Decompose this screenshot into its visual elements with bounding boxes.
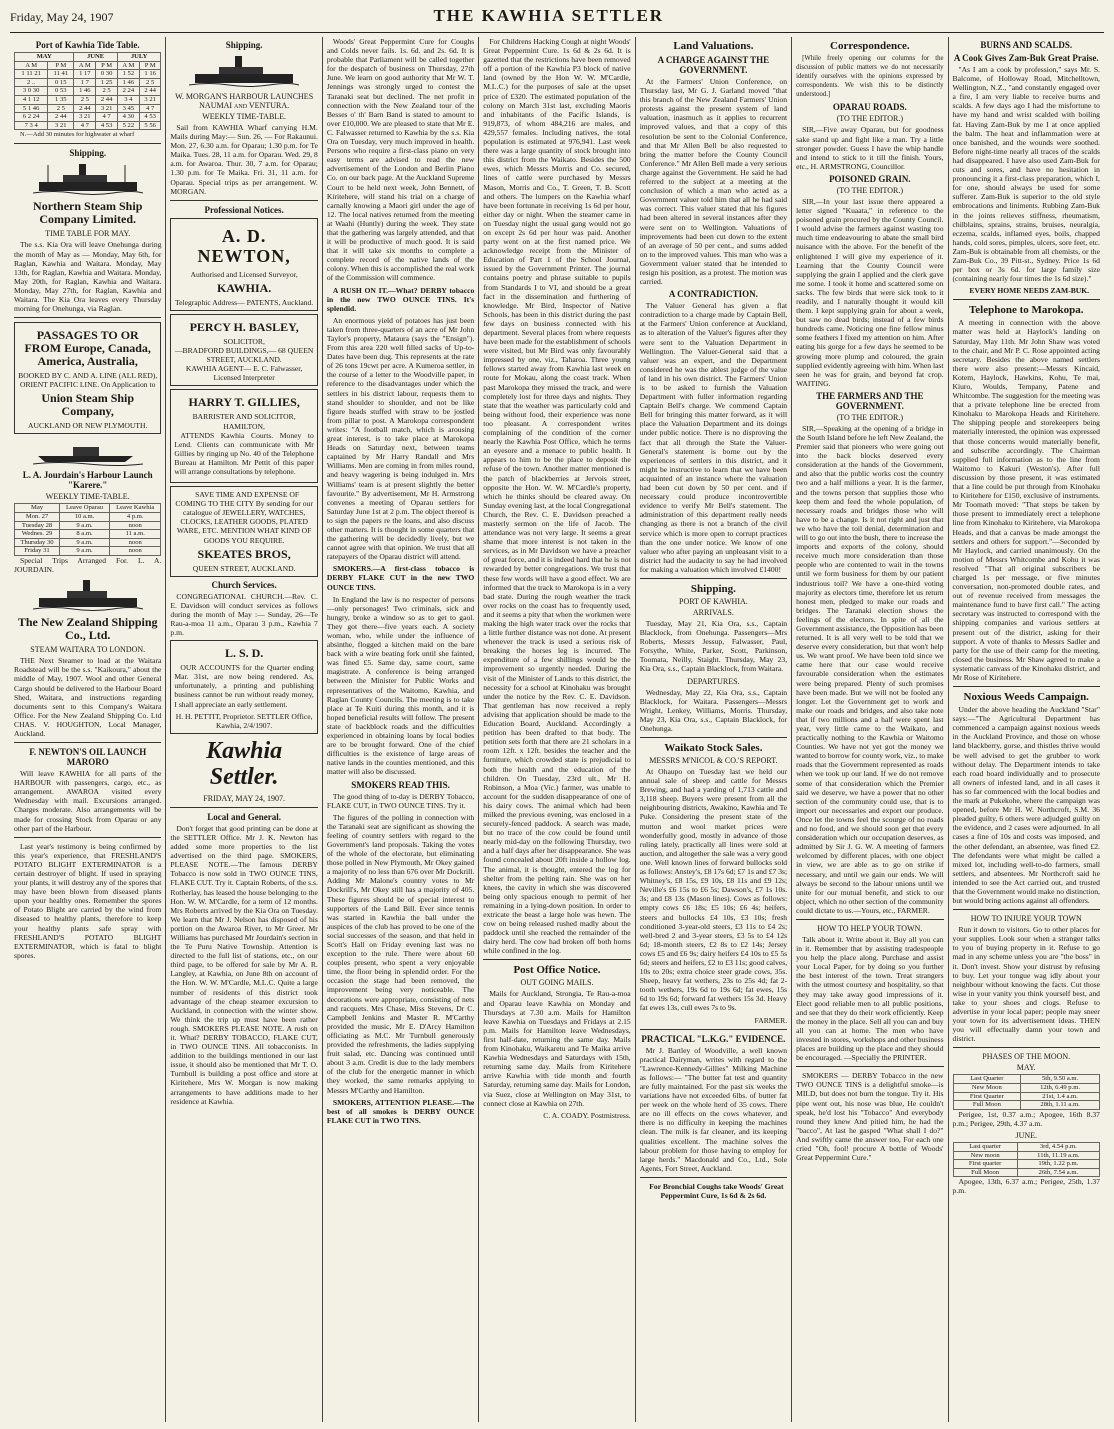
correspondence-heading: Correspondence.: [830, 40, 910, 52]
table-cell: 11 41: [48, 70, 74, 79]
contradiction-heading: A CONTRADICTION.: [668, 289, 758, 300]
table-cell: 3 0 30: [15, 87, 48, 96]
newton-name: A. D. NEWTON,: [197, 225, 291, 266]
shipping-subtitle: PORT OF KAWHIA.: [679, 596, 748, 606]
divider: [953, 686, 1100, 687]
table-cell: 11 a.m.: [110, 530, 161, 539]
correspondence-note: [While freely opening our columns for the discussion of public matters we do not necessarily identify ourselves with the opinions expressed by correspondents. We wish this to be distinctly understood.]: [796, 55, 944, 99]
table-cell: 4 7: [139, 104, 161, 113]
table-cell: 2 44: [74, 104, 96, 113]
table-cell: 28th, 1.11 a.m.: [1021, 1101, 1100, 1110]
table-cell: 0 30: [96, 70, 117, 79]
table-cell: 1 7: [74, 78, 96, 87]
article-text: In England the law is no respecter of persons—only personages! Two criminals, sick and hungry, broke a window so as to get to gaol. They got there—five years each. A society woman, who, while under the influence of absinthe, flogged a kitchen maid on the bare back with a wire beating fork until she fainted, was fined £5. Same day, same court, same magistrate. A conference is being arranged between the Minister for Public Works and representatives of the Waitomo, Kawhia, and Raglan County Councils. The meeting is to take place at Te Kuiti during this month, and it is hoped beneficial results will follow. The present state of backblock roads and the difficulties experienced in obtaining loans by local bodies are to be brought forward. One of the chief difficulties is the existence of large areas of native lands in the counties mentioned, and this matter will also be discussed.: [326, 594, 475, 777]
column-4: [479, 37, 635, 1422]
moon-row: [953, 1075, 1099, 1084]
passages-text: BOOKED BY C. AND A. LINE (ALL RED), ORIENT PACIFIC LINE. On Application to: [18, 371, 158, 390]
table-cell: New Moon: [953, 1083, 1021, 1092]
table-cell: 2 44: [48, 113, 74, 122]
cough-cure-ad: For Bronchial Coughs take Woods' Great Peppermint Cure, 1s 6d & 2s 6d.: [649, 1181, 784, 1201]
table-cell: 2 5: [139, 78, 161, 87]
divider: [14, 837, 161, 838]
nssc-text: The s.s. Kia Ora will leave Onehunga during the month of May as — Monday, May 6th, for Raglan, Kawhia and Waitara. Monday, May 13th, for Raglan, Kawhia and Waitara. Monday, May 20th, for Raglan, Kawhia and Waitara. Monday, May 27th, for Raglan, Kawhia and Waitara. The Kia Ora leaves every Thursday morning for Onehunga, via Raglan.: [14, 240, 162, 314]
table-cell: 26th, 7.54 a.m.: [1017, 1168, 1099, 1177]
departures-text: Wednesday, May 22, Kia Ora, s.s., Captain Blacklock, for Waitara. Passengers—Messrs Wright, Lenkey, Williams, Morris. Thursday, May 23, Kia Ora, s.s., Captain Blacklock, for Onehunga.: [639, 687, 788, 733]
basley-title: SOLICITOR,: [223, 336, 265, 346]
masthead: [10, 6, 1104, 33]
stock-sales-text: At Ohaupo on Tuesday last we held our annual sale of sheep and cattle for Messrs Brewing, and had a yarding of 1,713 cattle and 3,118 sheep. Buyers were present from all the neighbouring districts, Awakino, Kawhia and Te Puke. Considering the present state of the mutton and wool market prices were wonderfully good, mostly in advance of those ruling lately, practically all lines were sold at auction, and altogether the sale was a very good one. Well known lines of forward bullocks sold as follows: Anstey's, £8 17s 6d; £7 1s and £7 3s; Whitney's, £8 15s, £9 10s, £8 11s and £9 12s; Neville's £6 15s to £6 5s; Dawson's, £7 1s 10s. 3s; and £8 13s (Mason lines). Cows as follows: empty cows £6 18s; £5 10s; £6 4s; heifers, steers and bullocks £4 10s, £3 10s; fresh conditioned 3-year-old steers, £3 11s to £4 2s; well-bred 2 and 3-year steers, £3 5s to £4 12s 6d; 18-month steers, £2 8s to £2 14s; Jersey cows £5 and £6 9s; dairy heifers £4 10s to £5 5s 6d; steers and heifers, £2 to £3 11s; good calves, 10s to 20s; extra choice steer grade cows, 35s. Sheep, heavy fat wethers, 23s to 25s 4d; fat 2-tooth wethers, 19s 6d to 19s 6d; fat ewes, 15s 6d to 19s 6d; forward fat wethers 15s 3d. Heavy fat ewes 13s, cull ewes 7s to 9s.: [639, 767, 788, 1013]
nzsc-name: The New Zealand Shipping Co., Ltd.: [17, 615, 158, 643]
moon-may-note: Perigee, 1st, 0.37 a.m.; Apogee, 16th 8.37 p.m.; Perigee, 29th, 4.37 a.m.: [952, 1109, 1100, 1128]
column-2: [166, 37, 322, 1422]
steamship-icon: [33, 578, 143, 612]
table-cell: 21st, 1.4 a.m.: [1021, 1092, 1100, 1101]
timetable-row: [15, 538, 161, 547]
table-cell: Friday 31: [15, 547, 60, 556]
tide-header-july: JULY: [117, 53, 161, 62]
moon-row: [953, 1142, 1099, 1151]
arrivals-heading: ARRIVALS.: [692, 607, 734, 617]
skeates-ad: [170, 486, 317, 577]
table-cell: 4 7: [96, 113, 117, 122]
smokers-text: The good thing of to-day is DERBY Tobacco, FLAKE CUT, in TWO OUNCE TINS. Try it.: [326, 791, 475, 810]
jourdain-note: Special Trips Arranged For. L. A. JOURDAIN.: [14, 556, 162, 575]
table-cell: Full Moon: [953, 1168, 1017, 1177]
gillies-text: ATTENDS Kawhia Courts. Money to Lend. Clients can communicate with Mr Gillies by ringing up No. 40 of the Telephone Bureau at Hamilton. Mr Pettit of this paper will arrange consultations by telephone.: [174, 430, 314, 476]
burns-subtitle: A Cook Gives Zam-Buk Great Praise.: [953, 53, 1099, 63]
table-cell: 1 35: [48, 95, 74, 104]
timetable-row: [15, 521, 161, 530]
table-cell: 2 ..: [15, 78, 48, 87]
table-cell: 5th, 9.50 a.m.: [1021, 1075, 1100, 1084]
skeates-name: SKEATES BROS,: [197, 546, 291, 561]
morgan-subtitle: WEEKLY TIME-TABLE.: [202, 112, 287, 121]
table-cell: 2 44: [139, 87, 161, 96]
shipping-heading: Shipping.: [69, 148, 107, 159]
telephone-heading: Telephone to Marokopa.: [968, 304, 1084, 317]
local-general-text: Don't forget that good printing can be done at the SETTLER Office. Mr J. K. Newton has added some more properties to the list advertised on the third page. SMOKERS, PLEASE NOTE.—The famous DERBY Tobacco is now sold in TWO OUNCE TINS, FLAKE CUT. Try it. Captain Roberts, of the s.s. Rotherlay, has leased the house belonging to the Hon. W. W. M'Cardle, for a term of 12 months. Mrs Roberts arrived by the Kia Ora on Tuesday. We learn that Mr J. Nelson has disposed of his portion on the Awaroa River, to Mr Greer. Mr Williams has purchased Mr Jourdain's section in the Te Puru Native Township. Attention is directed to the full list of stations, etc., on our third page, to be offered for sale by Mr A. R. Langley, at Kawhia, on June 8th on account of the Hon. W. W. M'Cardle, M.L.C. Quite a large number of residents of this district took advantage of the cheap steamer excursion to Auckland, in connection with the winter show. We think the trip up must have been rather rough. SMOKERS PLEASE NOTE. A rush on it. What? DERBY TOBACCO, FLAKE CUT, in TWO OUNCE TINS. All tobacconists. In addition to the buildings mentioned in our last issue, it should also be mentioned that Mr T. O. Turnbull is building a post office and store at Kiritehere, Mrs W. Morgan is now making arrangements to have additions made to her residence at Kawhia.: [170, 823, 318, 1106]
issue-date: Friday, May 24, 1907: [10, 10, 114, 24]
timetable-row: [15, 513, 161, 522]
newton-card: [170, 218, 317, 311]
tide-row: [15, 121, 161, 130]
table-cell: 2 24: [117, 87, 139, 96]
burns-text: "As I am a cook by profession," says Mr. S. Balcome, of Holloway Road, Mitchelltown, Wellington, N.Z., "and constantly engaged over a fire, I am very liable to receive burns and scalds. A few days ago I had the misfortune to have my hand and wrist scalded with boiling fat. Having Zam-Buk by me I at once applied the balm. The heat and inflammation were at once banished, and the wounds were soothed. Before night-time nearly all traces of the scalds had disappeared. I have also used Zam-Buk for cuts and sores, and have no hesitation in pronouncing it a first-class preparation, which I, for one, should always be used for some sufferer. Zam-Buk is superior to the old style embrocations and liniments. Rubbing Zam-Buk in the joints relieves stiffness, rheumatism, chilblains, sprains, strains, bruises, neuralgia, eczema, scalds, inflamed eyes, boils, chapped hands, cold sores, pimples, ulcers, sore feet, etc. Zam-Buk is obtainable from all chemists, or the Zam-Buk Co., 39 Pitt-st., Sydney. Price 1s 6d per box or 3s 6d. for large family size (containing nearly four times the 1s 6d size).": [952, 65, 1100, 284]
table-cell: 3 4: [117, 95, 139, 104]
signature: FARMER.: [754, 1015, 788, 1025]
table-cell: 1 52: [117, 70, 139, 79]
injure-town-heading: HOW TO INJURE YOUR TOWN: [970, 914, 1082, 924]
burns-heading: BURNS AND SCALDS.: [980, 40, 1073, 50]
table-cell: 1 16: [139, 70, 161, 79]
table-cell: 4 53: [139, 113, 161, 122]
table-cell: 1 11 21: [15, 70, 48, 79]
article-text: The figures of the polling in connection with the Taranaki seat are significant as showing the feeling of country settlers with regard to the Government's land proposals. Taking the votes of the whole of the electorate, but eliminating those polled in New Plymouth, Mr Okey gained a majority of no less than 676 over Mr Dockrill. Adding Mr Malone's country votes to Mr Dockrill's, Mr Okey still has a majority of 405. These figures should be of special interest to supporters of the Land Bill. Ever since tennis was started in Kawhia the ball under the auspices of the club has proved to be one of the social successes of the season, and that held in Scott's Hall on Friday evening last was no exception to the rule. There were about 60 couples present, who spent a very enjoyable time, the floor being in splendid order. For the occasion the stage had been removed, the improvement being very noticeable. The decorations were appropriate, consisting of nets and racquets. Mrs Chase, Miss Stevens, Dr C. Campbell Jenkins and Master R. M'Carthy provided the music, Mr E. D'Arcy Hamilton officiating as M.C. Mr Turnbull generously provided the refreshments, the ladies supplying fruit salad, etc. Dancing was continued until about 3 a.m. Credit is due to the lady members of the club for the energetic manner in which they worked, the same remarks applying to Messrs M'Carthy and Hamilton.: [326, 812, 475, 1095]
table-cell: 3 21: [48, 121, 74, 130]
moon-may-table: [953, 1074, 1100, 1109]
lsd-heading: L. S. D.: [224, 646, 264, 661]
oparau-roads-text: SIR,—Five away Oparau, but for goodness sake stand up and fight like a man. Try a little stronger powder. Guess I have the whip handle and intend to stick to it till the finish. Yours, etc., H. ARMSTRONG, Councillor.: [796, 125, 944, 171]
arrivals-text: Tuesday, May 21, Kia Ora, s.s., Captain Blacklock, from Onehunga. Passengers—Mrs Roberts, Messrs Jessup, Falwasser, Paul, Forsythe, White, Parker, Scott, Parkinson, Toomata, Neilly, Staight. Thursday, May 23, Kia Ora, s.s., Captain Blacklock, from Waitara.: [639, 618, 788, 674]
tide-sub: A M: [74, 61, 96, 70]
nzsc-text: THE Next Steamer to load at the Waitara Roadstead will be the s.s. "Kaikoura," about the middle of May, 1907. Wool and other General Cargo should be delivered to the Harbour Board Shed, Waitara, and instructions regarding documents sent to this Company's Waitara Office. For the New Zealand Shipping Co. Ltd CHAS. V. HOUGHTON, Local Manager, Auckland.: [14, 656, 162, 738]
table-cell: 5 22: [117, 121, 139, 130]
table-cell: 9 a.m.: [60, 547, 110, 556]
steamship-icon: [33, 162, 143, 196]
moon-may-heading: MAY.: [1016, 1063, 1036, 1073]
morgan-heading: W. MORGAN'S HARBOUR LAUNCHES NAUMAI and VENTURA.: [175, 92, 314, 110]
table-cell: May: [15, 504, 60, 513]
basley-address: —BRADFORD BUILDINGS,— 68 QUEEN STREET, AUCKLAND.: [174, 346, 314, 365]
gillies-title: BARRISTER AND SOLICITOR, HAMILTON,: [192, 412, 296, 431]
table-cell: New moon: [953, 1151, 1017, 1160]
divider: [170, 200, 317, 201]
moon-row: [953, 1101, 1099, 1110]
moon-phases-heading: PHASES OF THE MOON.: [982, 1052, 1071, 1062]
table-cell: 11th, 11.19 a.m.: [1017, 1151, 1099, 1160]
potato-blight-ad: Last year's testimony is being confirmed by this year's experience, that FRESHLAND'S POTATO BLIGHT EXTERMINATOR is a certain destroyer of blight. If used in spraying your plants, it will destroy any of the spores that may have been blown from diseased plants upon your healthy ones. Remember the spores of Potato Blight are carried by the wind from diseased to healthy plants, therefore to keep your healthy plants safe spray with FRESHLAND'S POTATO BLIGHT EXTERMINATOR, which is fatal to blight spores.: [14, 841, 162, 960]
table-cell: 4 1 12: [15, 95, 48, 104]
table-cell: Leave Kawhia: [110, 504, 161, 513]
derby-ad: SMOKERS — DERBY Tobacco in the new TWO OUNCE TINS is a delightful smoke—is MILD, but does not burn the tongue. Try it. His pipe went out, his nose was blue, He couldn't speak, he'd lost his "Tobacco" And everybody round they knew And pitied him, he had the "bacco", At last he gasped "What shall I do?" And swiftly came the answer too, For each one cried "Oh, fool! procure A bottle of Woods' Great Peppermint Cure.": [796, 1071, 944, 1163]
tide-sub: P M: [96, 61, 117, 70]
divider: [640, 1029, 787, 1030]
table-cell: Leave Oparau: [60, 504, 110, 513]
newton-address: Telegraphic Address— PATENTS, Auckland.: [175, 297, 314, 307]
table-cell: Thursday 30: [15, 538, 60, 547]
table-cell: 3 21: [139, 95, 161, 104]
table-cell: 19th, 1.22 p.m.: [1017, 1160, 1099, 1169]
table-cell: Tuesday 28: [15, 521, 60, 530]
tide-note: N.—Add 30 minutes for highwater at wharf: [20, 131, 135, 139]
divider: [640, 737, 787, 738]
steamship-icon: [189, 54, 299, 88]
farmers-government-heading: THE FARMERS AND THE GOVERNMENT.: [816, 390, 924, 411]
paper-nameplate-date: FRIDAY, MAY 24, 1907.: [203, 793, 285, 803]
table-cell: 10 a.m.: [60, 513, 110, 522]
table-cell: 4 7: [74, 121, 96, 130]
column-3: [323, 37, 479, 1422]
table-cell: 2 5: [74, 95, 96, 104]
passages-ad: [14, 322, 161, 434]
skeates-address: QUEEN STREET, AUCKLAND.: [192, 563, 296, 573]
divider: [953, 299, 1100, 300]
jourdain-timetable: [14, 503, 161, 556]
divider: [640, 1177, 787, 1178]
table-cell: 3 21: [74, 113, 96, 122]
divider: [14, 317, 161, 318]
post-office-heading: Post Office Notice.: [513, 964, 601, 977]
table-cell: First Quarter: [953, 1092, 1021, 1101]
departures-heading: DEPARTURES.: [687, 676, 740, 686]
divider: [796, 1066, 943, 1067]
post-office-text: Mails for Auckland, Strongia, Te Rau-a-moa and Oparau leave Kawhia on Monday and Thursdays at 7.30 a.m. Mails for Hamilton leave Kawhia on Tuesdays and Fridays at 2.15 p.m. Mails for Hamilton leave Wednesdays, first half-date, returning the same day. Mails from Kinohaku, Waikaretu and Te Maika arrive Kawhia Wednesdays and Saturdays with 15th, returning same day. Mails from Kiritehere arrive Kawhia with tide month and fourth Saturday, returning same day. Mails for London, via Suez, close at Wellington on May 31st, to connect close at Kawhia on 27th.: [483, 989, 631, 1108]
table-cell: 7 3 4: [15, 121, 48, 130]
table-cell: 3 21: [96, 104, 117, 113]
passages-heading: PASSAGES TO OR FROM Europe, Canada, America, Australia,: [24, 328, 151, 369]
jourdain-subtitle: WEEKLY TIME-TABLE.: [45, 492, 130, 502]
column-5: [636, 37, 792, 1422]
union-company-sub: AUCKLAND OR NEW PLYMOUTH.: [28, 421, 148, 431]
column-6: [792, 37, 948, 1422]
tide-sub: P M: [48, 61, 74, 70]
derby-ad: A RUSH ON IT.—What? DERBY tobacco in the new TWO OUNCE TINS. It's splendid.: [326, 285, 475, 313]
tide-table: [14, 52, 161, 130]
poisoned-grain-heading: POISONED GRAIN.: [829, 173, 911, 184]
newton-launch-text: Will leave KAWHIA for all parts of the HARBOUR with passengers, cargo, etc., as arrangement. AWAROA visited every Wednesday with mail. Excursions arranged. Charges moderate. Also arrangements will be made for crossing Stock from Oparau or any other part of the Harbour.: [14, 769, 162, 833]
tide-header-may: MAY: [15, 53, 74, 62]
post-office-signature: C. A. COADY. Postmistress.: [543, 1110, 631, 1120]
contradiction-text: The Valuer General has given a flat contradiction to a charge made by Captain Bell, at the Farmers' Union conference at Auckland, as to alteration of the Valuer's figures after they were sent to the Valuation Department in Wellington. The Valuer-General said that a valuer was an expert, and the Department considered he was the ablest judge of the value of land in his own district. The Farmers' Union is to be asked to furnish the Valuation Department with fuller information regarding Captain Bell's charge. We commend Captain Bell for bringing this matter forward, as it will place the Valuation Department and its doings under public notice. There is no disproving the fact that all through the State the Valuer-General's statement is borne out by the experiences of settlers in this district, and it might be instructive to learn that we have been acquainted of an instance where the valuation had been cut down by 50 per cent. and if necessary could produce incontrovertible evidence to verify Mr Bell's statement. The administration of this department really needs changing as there is not a branch of the civil service which is more open to corrupt practices than the one under notice. We know of one valuer who after paying an unpleasant visit to a district had the audacity to say he had involved for making a valuation which involved £1400!: [639, 301, 788, 574]
land-valuations-subtitle: A CHARGE AGAINST THE GOVERNMENT.: [657, 55, 770, 75]
article-text: For Childrens Hacking Cough at night Woods' Great Peppermint Cure. 1s 6d & 2s 6d. It is gazetted that the restrictions have been removed off a portion of the Kawhia P3 block of native land (owned by the Hon W. W. M'Cardle, M.L.C.) for the purposes of sale at the upset price of £320. The estimated population of the colony on March 31st last, excluding Maoris and inhabitants of the Pacific Islands, is 919,873, of whom 484,216 are males, and 429,557 females. Including natives, the total population is estimated at 976,941. Last week there was a large quantity of stock brought into this district from the Waikato. Besides the 500 ewes, which Messrs Morris and Co. secured, lines of cattle were purchased by Messrs Mason, Morris and Co., T. Green, T. B. Scott and others. The lumpers on the Kawhia wharf have been fortunate in receiving 1s 6d per hour, either day or night. When the steamer came in on Tuesday night the usual gang would not go on except 2s 6d per hour was paid. Another party went on at the first named price. We acknowledge receipt from the Minister of Education of Part 1 of the School Journal, issued by the Government Printer. The journal contains poetry and phrase suitable to pupils from Standards I to VI, and should be a great fact in the dissemination and furthering of knowledge. Mr Bird, Inspector of Native Schools, has been in this district during the past few days on business connected with his department. Several places from where requests have been made for the establishment of schools were visited, but Mr Bird was only favourably impressed by one, viz., Taharoa. Three young fellows started away from Kawhia last week en route for Mokau, along the coast track. When past Marokopa they missed the track, and were completely lost for three days and nights. They state that the weather was particularly cold and being without food, their experience was none too pleasant. A correspondent writes complaining of the condition of the corner nearly the Kawhia Post Office, which he terms an eyesore and a menace to public health. It appears to him to be the place to deposit the refuse of the town. Another matter mentioned is the patch of blackberries at Jervois street, opposite the Hon. W. W. M'Cardle's property, which he thinks should be cleared away. On Sunday evening last, at the local Congregational Church, the Rev. C. E. Davidson preached a masterly sermon on the life of Jacob. The attendance was not very large. It seems a great shame that more interest is not taken in the services, as in Mr Davidson we have a preacher of great force, and it is indeed hard that he is not rewarded by better congregations. We trust that these few words will have a good effect. We are informed that the track to Marokopa is in a very bad state. During the rough weather the track over rocks on the coast has to frequently used, and it seems a pity that when the workmen were making the high water track over the rocks that a little further distance was not done. At present whenever the track is used a serious risk of breaking the horses leg is incurred. The expenditure of a few shillings would be the improvement so urgently needed. During the visit of the Minister of Lands to this district, the necessity for a school at Kinohaku was brought under the notice by the Rev. C. E. Davidson. That gentleman has now received a reply advising that application should be made to the Education Board, Auckland. Accordingly a petition has been drafted to that body. The petition sets forth that there are 21 scholars in a room 12ft. x 12ft. besides the teacher and the furniture, which crowded state is prejudicial to both the health and the education of the children. On Tuesday, 23rd ult., Mr H. Robinson, a Moa (Vic.) farmer, was unable to account for the sudden disappearance of one of his dairy cows. The animal which had been milked the previous evening, was enclosed in a securely-fenced paddock. A search was made, but no trace of the cow could be found until nearly mid-day on the following Thursday, two and a half days after her disappearance. She was found concealed about 20ft inside a hollow log. The animal, it is thought, entered the log for shelter from the pelting rain. She was on her knees, the cavity in which she was discovered being only spacious enough to permit of her remaining in a lying-down position. In order to extricate the beast a large hole was hewn. The cow on being released rushed madly about the paddock until she reached the remainder of the dairy herd. The cow had broken off both horns while confined in the log.: [483, 37, 631, 956]
church-text: CONGREGATIONAL CHURCH.—Rev. C. E. Davidson will conduct services as follows during the month of May :— Sunday, 26—Te Rau-a-moa 11 a.m., Oparau 3 p.m., Kawhia 7 p.m.: [170, 591, 318, 638]
oparau-roads-heading: OPARAU ROADS.: [832, 102, 907, 113]
table-cell: noon: [110, 538, 161, 547]
divider: [953, 1047, 1100, 1048]
local-general-heading: Local and General.: [207, 811, 281, 822]
table-cell: 3rd, 4.54 p.m.: [1017, 1142, 1099, 1151]
noxious-weeds-heading: Noxious Weeds Campaign.: [963, 691, 1089, 704]
land-valuations-text: At the Farmers' Union Conference, on Thursday last, Mr G. J. Garland moved "that this branch of the New Zealand Farmers' Union protests against the present system of land valuation, inasmuch as it applies to recurrent improved values, and that a copy of this resolution be sent to the Colonial Conference, and that Mr Allen Bell be also requested to bring the matter before the County Council Conference." Mr Allen Bell made a very serious charge against the Government. He said he had referred to the subject at a meeting at the conclusion of which a man who acted as a Government valuer told him that all he had said was correct. This valuer stated that his figures had been altered in several instances after they were sent on to Wellington. Valuations of improvements had been cut down to the extent of an average of 50 per cent., and sums added on to the improved values. This man who was a Government valuer stated that he intended to resign his position, as a protest. The motion was carried.: [639, 77, 788, 287]
newton-title: Authorised and Licensed Surveyor,: [190, 269, 298, 279]
table-cell: 5 56: [139, 121, 161, 130]
paper-nameplate: Kawhia Settler.: [206, 737, 283, 790]
smokers-heading: SMOKERS READ THIS.: [351, 779, 450, 790]
table-cell: noon: [110, 521, 161, 530]
timetable-row: [15, 504, 161, 513]
tide-table-title: Port of Kawhia Tide Table.: [35, 40, 140, 50]
article-text: Woods' Great Peppermint Cure for Coughs and Colds never fails. 1s. 6d. and 2s. 6d. It is probable that Parliament will be called together for the despatch of business on Thursday, 27th June. We learn on good authority that Mr W. T. Jennings was strongly urged to contest the Taranaki seat but declined. The net profit in connection with the New Zealand tour of the Besses o' th' Barn Band is stated to amount to over £10,000. We are pleased to state that Mr E. C. Falwasser returned to Kawhia by the s.s. Kia Ora on Tuesday, very much improved in health. Persons who require a first-class piano on very easy terms are advised to read the new advertisement of the London and Berlin Piano Co. on our back page. At the Auckland Supreme Court to be held next week, John Bennett, of Kiritehere, will stand his trial on a charge of carnally knowing a Maori girl under the age of 12. The local natives returned from the meeting at Waahi (Huntly) during the week. They state that the gathering was largely attended, and that it will be productive of much good. It is said that it will take six months to complete a complete record of the native lands of the colony. When this is accomplished the real work of the Commission will commence.: [326, 37, 475, 283]
newton-place: KAWHIA.: [216, 280, 272, 295]
launch-icon: [33, 438, 143, 466]
tide-row: [15, 95, 161, 104]
gillies-card: [170, 389, 317, 483]
table-cell: 5 1 46: [15, 104, 48, 113]
table-cell: Last Quarter: [953, 1075, 1021, 1084]
to-editor-label: (TO THE EDITOR.): [836, 185, 904, 195]
table-cell: Last quarter: [953, 1142, 1017, 1151]
tide-row: [15, 70, 161, 79]
table-cell: Full Moon: [953, 1101, 1021, 1110]
table-cell: First quarter: [953, 1160, 1017, 1169]
church-heading: Church Services.: [211, 579, 277, 590]
tide-row: [15, 113, 161, 122]
moon-row: [953, 1092, 1099, 1101]
morgan-text: Sail from KAWHIA Wharf carrying H.M. Mails during May:— Sun. 26, — For Rakaunui. Mon. 27, 6.30 a.m. for Oparau; 1.30 p.m. for Te Maika. Tues. 28, 11 a.m. for Oparau. Wed. 29, 8 a.m. for Awaroa. Thur. 30, 7 a.m. for Oparau; 1.30 p.m. for Te Maika. Fri. 31, 11 a.m. for Oparau. Special trips as per arrangement. W. MORGAN.: [170, 123, 318, 196]
table-cell: 4 p.m.: [110, 513, 161, 522]
nssc-name: Northern Steam Ship Company Limited.: [33, 199, 143, 227]
moon-row: [953, 1160, 1099, 1169]
derby-ad: SMOKERS, ATTENTION PLEASE.—The best of all smokes is DERBY OUNCE FLAKE CUT in TWO TINS.: [326, 1097, 475, 1125]
tide-header-june: JUNE: [74, 53, 118, 62]
poisoned-grain-text: SIR,—In your last issue there appeared a letter signed "Kuaata," in reference to the poisoned grain procured by the County Council. I would advise the farmers against wasting too much time endeavouring to abate the small bird nuisance with the above. For the benefit of the enlightened I will give my experience of it. Learning that the County Council were supplying the grain I applied and the clerk gave me some. I took it home and scattered some on sacks. The few birds that were sick took to it readily, and I naturally thought it would kill them. I kept supplying grain for about a week, but saw no dead birds; instead of a few birds hundreds came. Noticing one fine fellow minus some feathers I fixed my attention on him. After eating his gorge for a few days he seemed to be growing more plump and coloured, the grain supplied evidently agreeing with him. When last seen he was for grain, and beyond fat crop. WAITING.: [796, 196, 944, 388]
table-cell: 12th, 6.49 p.m.: [1021, 1083, 1100, 1092]
table-cell: Mon. 27: [15, 513, 60, 522]
shipping-heading: Shipping.: [225, 40, 263, 50]
divider: [14, 742, 161, 743]
post-office-subtitle: OUT GOING MAILS.: [520, 978, 594, 988]
professional-heading: Professional Notices.: [204, 204, 284, 215]
moon-row: [953, 1083, 1099, 1092]
jourdain-heading: L. A. Jourdain's Harbour Launch "Karere.": [22, 470, 153, 491]
table-cell: 1 46: [74, 87, 96, 96]
tide-row: [15, 78, 161, 87]
column-1: [10, 37, 166, 1422]
table-cell: 6 2 24: [15, 113, 48, 122]
moon-june-heading: JUNE.: [1015, 1130, 1038, 1140]
table-cell: 9 a.m.: [60, 538, 110, 547]
divider: [953, 909, 1100, 910]
basley-agent: KAWHIA AGENT— E. C. Falwasser, Licensed Interpreter: [185, 364, 303, 383]
timetable-row: [15, 530, 161, 539]
to-editor-label: (TO THE EDITOR.): [836, 412, 904, 422]
table-cell: 1 25: [96, 78, 117, 87]
timetable-row: [15, 547, 161, 556]
help-town-heading: HOW TO HELP YOUR TOWN.: [817, 923, 923, 933]
table-cell: 2 44: [96, 95, 117, 104]
stock-sales-heading: Waikato Stock Sales.: [664, 742, 763, 754]
divider: [170, 807, 317, 808]
table-cell: 3 45: [117, 104, 139, 113]
tide-sub: A M: [117, 61, 139, 70]
column-7: [949, 37, 1104, 1422]
noxious-weeds-text: Under the above heading the Auckland "Star" says:—"The Agricultural Department has commenced a campaign against noxious weeds in the Auckland Province, and those on whose land blackberry, gorse, and thistles thrive would be well advised to get the grubber to work without delay. The Department intends to take each road board individually and to prosecute all owners of infested land, and in all cases it has so far commenced with the local bodies and the mark at Pukekohe, where the campaign was opened, before Mr H. W. Northcroft, S.M. 36 pleaded guilty, 6 others were adjudged guilty on the evidence, and 2 cases were adjourned. In all cases a fine of 10s and costs was imposed, and the other defendant, an absentee, was fined £2. The defendants were what might be called a mixed lot, including well-to-do farmers, small settlers, and absentees. Mr Northcroft said he intended to see the Act carried out, and trusted that the Government would make no distinction, but would bring actions against all offenders.: [952, 705, 1100, 906]
practical-evidence-heading: PRACTICAL "L.K.G." EVIDENCE.: [641, 1033, 786, 1044]
basley-card: [170, 314, 317, 386]
divider: [640, 578, 787, 579]
land-valuations-heading: Land Valuations.: [673, 40, 754, 52]
table-cell: noon: [110, 547, 161, 556]
article-text: An enormous yield of potatoes has just been taken from three-quarters of an acre of Mr John Taylor's property, Mataura (says the "Ensign"). From this area 220 well filled sacks of Up-to-Dates have been dug. This represents at the rate of 26 tons 19cwt per acre. A Kumeroa settler, in the course of a letter to the Woodville paper, in reference to the disadvantages under which the settlers in his district labour, requests them to stand shoulder to shoulder, and not be like figure heads stuffed with straw to be jostled from pillar to post. A Marokopa correspondent writes: "A football match, which is arousing great interest, is to take place at Marokopa Heads on Saturday next, between teams captained by Mr Harry Randall and Mrs Williams. Men are coming in from miles round, and heavy wagering is being indulged in. Mrs Williams' team is at present slightly the better favourite." By advertisement, Mr H. Armstrong convenes a meeting of Oparau settlers for Saturday June 1st at 2 p.m. The object thereof is to sign the papers re the loans, and also discuss other matters. It is thought in some quarters that the gathering will be decidedly lively, but we cannot agree with that opinion. We trust that all ratepayers of the Oparau district will attend.: [326, 315, 475, 562]
paper-masthead-title: THE KAWHIA SETTLER: [433, 6, 665, 25]
moon-row: [953, 1151, 1099, 1160]
gillies-name: HARRY T. GILLIES,: [188, 395, 300, 410]
help-town-text: Talk about it. Write about it. Buy all you can in it. Remember that by assisting tradespeople you help the place along. Purchase and assist your Local Paper, for by doing so you further the best interest of the town. Treat strangers with the utmost courtesy and hospitality, so that they may take away good impressions of it. Elect good reliable men to all public positions, and see that they do their work efficiently. Keep the money in the place. Sell all you can and buy all you can at home. The men who have invested in stores, workshops and other business places are building up the place and they should be encouraged. —Specially the PRINTER.: [796, 934, 944, 1063]
tide-sub: P M: [139, 61, 161, 70]
tide-row: [15, 87, 161, 96]
tide-sub: A M: [15, 61, 48, 70]
tide-row: [15, 104, 161, 113]
moon-row: [953, 1168, 1099, 1177]
lsd-text: OUR ACCOUNTS for the Quarter ending Mar. 31st, are now being rendered. As, unfortunately, a printing and publishing business cannot be run without ready money, I shall appreciate an early settlement.: [174, 663, 314, 709]
zam-buk-tagline: EVERY HOME NEEDS ZAM-BUK.: [969, 286, 1090, 296]
basley-name: PERCY H. BASLEY,: [189, 319, 299, 334]
table-cell: 8 a.m.: [60, 530, 110, 539]
table-cell: 2 5: [48, 104, 74, 113]
union-company-name: Union Steam Ship Company,: [41, 391, 135, 419]
nssc-subtitle: TIME TABLE FOR MAY.: [45, 229, 131, 239]
to-editor-label: (TO THE EDITOR.): [836, 114, 904, 124]
moon-june-note: Apogee, 13th, 6.37 a.m.; Perigee, 25th, 1.37 p.m.: [952, 1177, 1100, 1196]
stock-sales-subtitle: MESSRS M'NICOL & CO.'S REPORT.: [649, 756, 778, 765]
telephone-text: A meeting in connection with the above matter was held at Haylock's landing on Saturday, May 11th. Mr John Shaw was voted to the chair, and Mr P. C. Rose appointed acting secretary. Besides the above named settlers there were also present:—Messrs Kincaid, Kotem, Haylock, Hawkins, Kohu, Te mai, Kiuro, Woulds, Tempany, Patene and Whitcombe. The suggestion for the meeting was that a private telephone line be erected from Kinohaku to Marokopa Heads and Kiritehere. The shipping people and storekeepers being materially interested, the opinion was expressed that those concerns would materially benefit, and subscribe accordingly. The Chairman supplied full information as to the line from Waitomo to Kakuri (Weston's). After full discussion by those present, it was estimated that a line could be put through from Kinohaku to Kiritehere for £150, exclusive of instruments. Mr Toomath moved: "That steps be taken by those present to immediately erect a telephone line from Kinohaku to Kiritehere, via Marokopa Heads, and that a canvas be made amongst the settlers and others for support."—Seconded by Mr Haylock, and carried unanimously. On the motion of Messrs Whitcombe and Kohu it was resolved "That all original subscribers be charged 1s per message, or five minutes conversation, non-promoted double rates, and out of revenue received from messages the maintenance fund to have first call." The acting secretary was instructed to correspond with the shipping companies and various settlers at present out of the district, asking for their support. A vote of thanks to Messrs Sadler and party for the use of their camp for the meeting, closed the business. Mr Shaw agreed to make a systematic canvass of the Kinohaku district, and Mr Rose of Kiritehere.: [952, 318, 1100, 682]
practical-evidence-text: Mr J. Bartley of Woodville, a well known practical Dairyman, writes with regard to the "Lawrence-Kennedy-Gillies" Milking Machine as follows:— "The butter fat test and quantity are fully maintained. For the past six weeks the variations have not exceeded 6lbs. of butter fat per week on the whole herd of 35 cows. There are no ill effects on the cows whatever, and there is no difficulty in keeping the machines clean. The milk is far cleaner, and its keeping qualities excellent. The machine solves the labour problem for those having to employ for large herds." Macdonald and Co., Ltd., Sole Agents, Fort Street, Auckland.: [639, 1045, 788, 1173]
shipping-heading: Shipping.: [690, 582, 736, 595]
nzsc-subtitle: STEAM WAITARA TO LONDON.: [30, 645, 146, 655]
table-cell: 4 53: [96, 121, 117, 130]
table-cell: 2 5: [96, 87, 117, 96]
lsd-signature: H. H. PETTIT, Proprietor. SETTLER Office, Kawhia, 2/4/1907.: [175, 711, 313, 730]
table-cell: 0 15: [48, 78, 74, 87]
table-cell: 9 a.m.: [60, 521, 110, 530]
moon-june-table: [953, 1142, 1100, 1177]
table-cell: 4 30: [117, 113, 139, 122]
lsd-notice: [170, 640, 317, 734]
table-cell: 1 17: [74, 70, 96, 79]
newton-launch-heading: F. NEWTON'S OIL LAUNCH MARORO: [29, 747, 147, 768]
divider: [796, 919, 943, 920]
divider: [483, 959, 630, 960]
table-cell: Wednes. 29: [15, 530, 60, 539]
farmers-government-text: SIR,—Speaking at the opening of a bridge in the South Island before he left New Zealand, the Premier said that pioneers who were going out into the back blocks deserved every consideration at the hands of the Government, and also that the public works cost the country two and a half millions a year. It is the farmer, and the towns person that supplies those who keep them and feed the whole population, of necessary roads and bridges those who will have to be a change. Is it not right and just that we who have the toil denial, determination and will to go out into the bush, there to increase the imports and exports of the colony, should receive much more consideration than those people who are contented to wait in the towns until we form business for them by our patient industrious toil? We have a one-third voting majority as electors time, therefore let us return honest men, pledged to make our roads and bridges. The Taranaki election shows the feelings of the electors. In spite of all the Government assistance, the Opposition has been returned. It is all very well to be told that we deserve every consideration, but that won't help us. We want proof. We have been told since we came here that our case would receive favourable consideration when the estimates were being prepared. Plenty of such promises have been made. But we will not be fooled any longer. Let the Government get to work and make our roads and bridges, and also take note that if two millions and a half were spent last year, very little came to the Waikato, and practically nothing to the Kawhia or Waitomo Counties. We have not yet got the money we wanted to borrow for county work, viz., to make roads that the Government represented as roads when we took up our land. If we do not remove some of that consideration which the Premier said we deserve, we have a power that no other section of the community could use, that is to import our necessaries and export our produce. Once let the towns feel the scourge of no roads and no food, and we should soon get that every consideration which our occupation deserves, as admitted by Sir J. G. W. A meeting of farmers welcomed by different places, with one object in view, we are able as to go on strike if necessary, and until we gain our ends. We will always be second to the labour unions until we unite for our mutual benefit, and stick to our object, which no other section of the community could dictate to us.—Yours, etc., FARMER.: [796, 423, 944, 915]
table-cell: 1 46: [117, 78, 139, 87]
divider: [14, 143, 161, 144]
skeates-text: SAVE TIME AND EXPENSE OF COMING TO THE CITY By sending for our catalogue of JEWELLERY, WATCHES, CLOCKS, LEATHER GOODS, PLATED WARE, ETC. MENTION WHAT KIND OF GOODS YOU REQUIRE.: [175, 490, 313, 545]
derby-ad: SMOKERS.—A first-class tobacco is DERBY FLAKE CUT in the new TWO OUNCE TINS.: [326, 564, 475, 592]
table-cell: 0 53: [48, 87, 74, 96]
injure-town-text: Run it down to visitors. Go to other places for your supplies. Look sour when a stranger talks to you of buying property in it. Refuse to go mad in any scheme unless you are "the boss" in it. Don't invest. Show your distrust by refusing to buy. Let your tongue wag idly about your neighbour without knowing the facts. Cut those wise in your vanity you think yourself best, and take to your shoes and clogs. Refuse to advertise in your local paper; people may sneer your town for its advertisement ideas. THEN you will effectually damn your town and district.: [952, 925, 1100, 1044]
